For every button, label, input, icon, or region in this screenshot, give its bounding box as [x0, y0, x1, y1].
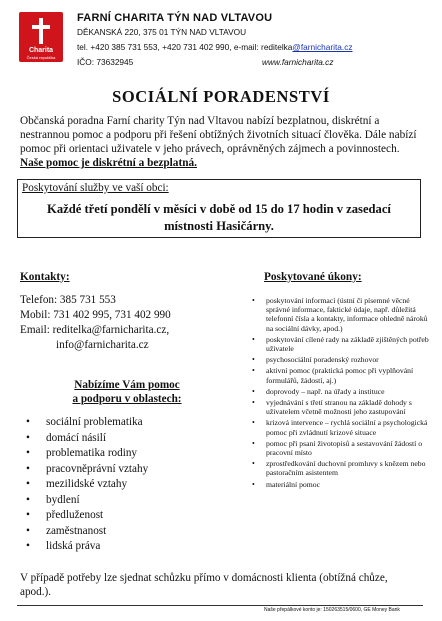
list-item: • bydlení — [22, 493, 148, 509]
org-web[interactable]: www.farnicharita.cz — [262, 57, 334, 67]
list-item: • krizová intervence – rychlá sociální a psychologická pomoc při zvládnutí krizové situace — [250, 418, 430, 436]
services-title: Poskytované úkony: — [264, 271, 362, 283]
contact-email-info: info@farnicharita.cz — [56, 339, 149, 351]
services-list — [250, 296, 430, 491]
charita-logo — [19, 12, 63, 62]
service-box-line1: Každé třetí pondělí v měsíci v době od 15 do 17 hodin v zasedací — [47, 202, 391, 216]
phone-email-text: tel. +420 385 731 553, +420 731 402 990, e-mail: reditelka — [77, 42, 293, 52]
areas-list — [22, 415, 148, 555]
org-address: DĚKANSKÁ 220, 375 01 TÝN NAD VLTAVOU — [77, 27, 247, 37]
list-item: • pomoc při psaní životopisů a sestavování žádostí o pracovní místo — [250, 439, 430, 457]
org-ico: IČO: 73632945 — [77, 57, 134, 67]
offer-title — [47, 378, 207, 406]
list-item: • předluženost — [22, 508, 148, 524]
list-item: • lidská práva — [22, 539, 148, 555]
intro-emphasis: Naše pomoc je diskrétní a bezplatná. — [20, 157, 197, 169]
page-title: SOCIÁLNÍ PORADENSTVÍ — [112, 87, 330, 106]
contact-mobile: Mobil: 731 402 995, 731 402 990 — [20, 309, 171, 321]
list-item: • psychosociální poradenský rozhovor — [250, 355, 430, 364]
org-phone-email — [77, 42, 353, 52]
logo-subtext: Česká republika — [26, 55, 56, 60]
service-box-text — [17, 201, 421, 235]
list-item: • aktivní pomoc (praktická pomoc při vyplňování formulářů, žádostí, aj.) — [250, 366, 430, 384]
offer-title-line1: Nabízíme Vám pomoc — [74, 379, 180, 391]
offer-title-line2: a podporu v oblastech: — [72, 393, 182, 405]
list-item: • zprostředkování duchovní promluvy s knězem nebo pastoračním asistentem — [250, 459, 430, 477]
intro-paragraph — [20, 114, 422, 170]
list-item: • vyjednávání s třetí stranou na základě dohody s uživatelem včetně možnosti jeho zastupování — [250, 398, 430, 416]
list-item: • problematika rodiny — [22, 446, 148, 462]
cross-icon — [32, 18, 50, 44]
list-item: • mezilidské vztahy — [22, 477, 148, 493]
list-item: • domácí násilí — [22, 431, 148, 447]
list-item: • doprovody – např. na úřady a instituce — [250, 387, 430, 396]
intro-text: Občanská poradna Farní charity Týn nad Vltavou nabízí bezplatnou, diskrétní a nestrannou pomoc a podporu při řešení obtížných životních situací člověka. Dále nabízí pomoc při orientaci uživatele v jeho právech, oprávněných zájmech a povinnostech. — [20, 115, 417, 155]
service-box-line2: místnosti Hasičárny. — [164, 219, 274, 233]
list-item: • pracovněprávní vztahy — [22, 462, 148, 478]
contact-email: Email: reditelka@farnicharita.cz, — [20, 324, 170, 336]
list-item: • sociální problematika — [22, 415, 148, 431]
list-item: • poskytování informací (ústní či písemné věcné správné informace, faktické údaje, např. důležitá telefonní čísla a kontakty, informace ohledně nároků na sociální dávky, apod.) — [250, 296, 430, 333]
org-name: FARNÍ CHARITA TÝN NAD VLTAVOU — [77, 12, 273, 24]
list-item: • zaměstnanost — [22, 524, 148, 540]
footer-note: V případě potřeby lze sjednat schůzku přímo v domácnosti klienta (obtížná chůze, apod.). — [20, 572, 388, 598]
service-box-label: Poskytování služby ve vaší obci: — [22, 182, 169, 194]
list-item: • materiální pomoc — [250, 480, 430, 489]
email-link[interactable]: @farnicharita.cz — [292, 42, 353, 52]
logo-text: Charita — [28, 47, 54, 54]
footer-divider — [17, 605, 423, 606]
contact-phone: Telefon: 385 731 553 — [20, 294, 116, 306]
bank-account: Naše přepálkové konto je: 150263515/0600, GE Money Bank — [264, 607, 400, 613]
list-item: • poskytování cílené rady na základě zjištěných potřeb uživatele — [250, 335, 430, 353]
contacts-title: Kontakty: — [20, 271, 70, 283]
